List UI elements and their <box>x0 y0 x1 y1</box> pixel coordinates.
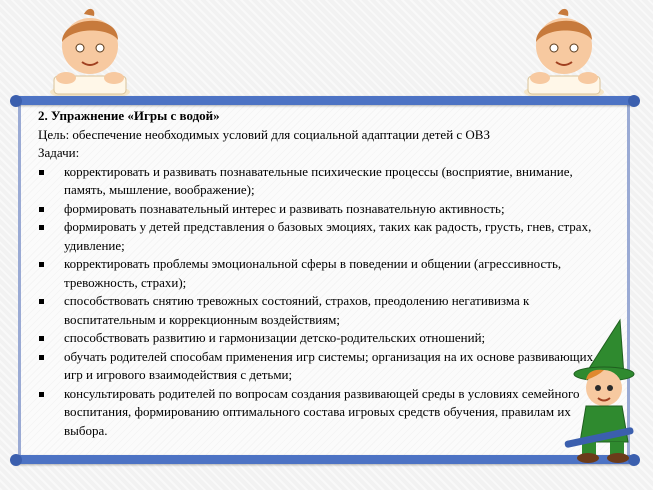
task-text: формировать у детей представления о базовых эмоциях, таких как радость, грусть, гнев, страх, удивление; <box>64 219 592 253</box>
bullet-icon <box>39 392 44 397</box>
task-text: формировать познавательный интерес и развивать познавательную активность; <box>64 200 505 216</box>
task-item <box>38 218 603 255</box>
reading-boy-illustration <box>44 6 136 100</box>
task-text: способствовать развитию и гармонизации детско-родительских отношений; <box>64 330 486 345</box>
rod-end-cap <box>628 95 640 107</box>
board-bottom-rod <box>14 455 636 464</box>
bullet-icon <box>39 355 44 360</box>
task-list <box>38 163 603 441</box>
bullet-icon <box>39 336 44 341</box>
task-text: корректировать проблемы эмоциональной сферы в поведении и общении (агрессивность, тревожность, страхи); <box>64 256 562 290</box>
task-item <box>38 385 603 441</box>
exercise-title: 2. Упражнение «Игры с водой» <box>38 108 220 123</box>
task-item <box>38 329 603 348</box>
task-text: обучать родителей способам применения игр системы; организация на их основе развивающих игр и игрового взаимодействия с детьми; <box>64 348 594 382</box>
task-item <box>38 163 603 200</box>
rod-end-cap <box>10 95 22 107</box>
task-text: корректировать и развивать познавательные психические процессы (восприятие, внимание, память, мышление, воображение); <box>64 163 573 197</box>
tasks-heading: Задачи: <box>38 145 80 160</box>
bullet-icon <box>39 207 44 212</box>
rod-end-cap <box>10 454 22 466</box>
goal-text: Цель: обеспечение необходимых условий для социальной адаптации детей с ОВЗ <box>38 126 490 142</box>
reading-boy-illustration <box>518 6 610 100</box>
bullet-icon <box>39 299 44 304</box>
board-top-rod <box>14 96 636 105</box>
slide-content <box>38 107 603 440</box>
task-item <box>38 348 603 385</box>
task-item <box>38 292 603 329</box>
gnome-illustration <box>558 318 648 466</box>
bullet-icon <box>39 170 44 175</box>
bullet-icon <box>39 225 44 230</box>
bullet-icon <box>39 262 44 267</box>
task-item <box>38 255 603 292</box>
task-text: консультировать родителей по вопросам создания развивающей среды в условиях семейного воспитания, формированию оптимального состава игровых средств обучения, правилам их выбора. <box>64 385 580 438</box>
task-item <box>38 200 603 219</box>
task-text: способствовать снятию тревожных состояний, страхов, преодолению негативизма к воспитательным и коррекционным воздействиям; <box>64 293 530 327</box>
